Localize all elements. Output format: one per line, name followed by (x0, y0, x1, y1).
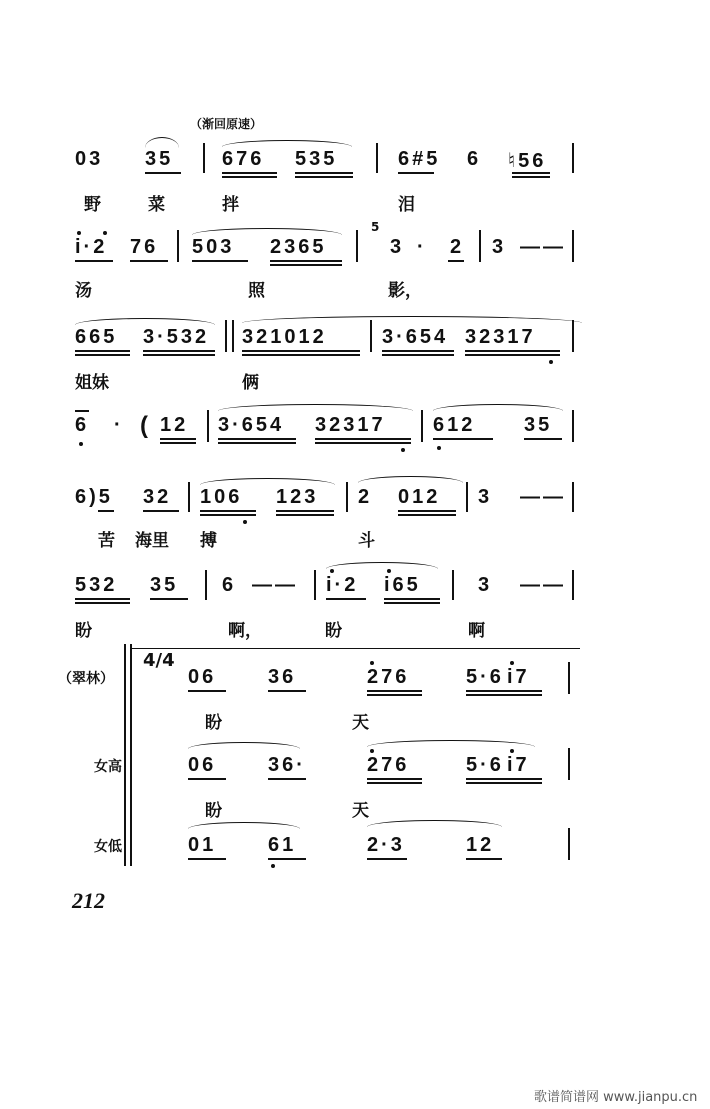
note-group: i·2 (75, 236, 108, 258)
note-group: 2·3 (367, 834, 405, 856)
lyric: 泪 (398, 195, 415, 215)
barline (568, 662, 570, 694)
note-group: 676 (222, 148, 265, 170)
note-group: i65 (384, 574, 421, 596)
slur (188, 742, 300, 749)
dot: · (114, 414, 124, 436)
barline (207, 410, 209, 442)
barline (572, 570, 574, 600)
lyric: 搏 (200, 531, 217, 551)
lyric: 汤 (75, 281, 92, 301)
time-signature: 4/4 (143, 650, 175, 671)
note-group: 12 (466, 834, 495, 856)
note: 3 (478, 574, 493, 596)
note-group: 35 (145, 148, 174, 170)
note-group: 12 (160, 414, 189, 436)
lyric: 斗 (358, 531, 375, 551)
note-group: 6#5 (398, 148, 441, 170)
note-group: 03 (75, 148, 104, 170)
note-group: 5·6 (466, 754, 504, 776)
barline (346, 482, 348, 512)
slur (433, 404, 563, 411)
barline (568, 748, 570, 780)
note-group: 32317 (465, 326, 536, 348)
lyric: 盼 (205, 801, 222, 821)
lyric: 天 (352, 713, 369, 733)
lyric: 姐妹 (75, 373, 109, 393)
barline (356, 230, 358, 262)
note-group: 3·532 (143, 326, 210, 348)
slur (145, 137, 179, 148)
note-group: i7 (507, 666, 530, 688)
note-group: 012 (398, 486, 441, 508)
lyric: 盼 (75, 621, 92, 641)
note-group: 123 (276, 486, 319, 508)
slur (367, 740, 535, 747)
barline (225, 320, 227, 352)
dash: —— (520, 574, 566, 596)
note: 3 (478, 486, 493, 508)
barline (568, 828, 570, 860)
note-group: ♮56 (508, 150, 547, 172)
lyric: 盼 (205, 713, 222, 733)
note: 2 (450, 236, 465, 258)
lyric: 海里 (135, 531, 169, 551)
note-group: 2365 (270, 236, 327, 258)
watermark: 歌谱简谱网 www.jianpu.cn (534, 1090, 698, 1105)
part-name: （翠林） (58, 671, 114, 687)
grace-note: 5 (371, 220, 380, 234)
note-group: 6)5 (75, 486, 113, 508)
barline (452, 570, 454, 600)
lyric: 拌 (222, 195, 239, 215)
barline (466, 482, 468, 512)
barline (177, 230, 179, 262)
note: 6 (467, 148, 482, 170)
note-group: 06 (188, 754, 217, 776)
note: 2 (358, 486, 373, 508)
slur (75, 318, 215, 325)
note: 3 (492, 236, 507, 258)
note-group: 5·6 (466, 666, 504, 688)
dash: —— (252, 574, 298, 596)
note: 3 (390, 236, 405, 258)
lyric: 菜 (148, 195, 165, 215)
lyric: 野 (84, 195, 101, 215)
slur (358, 476, 463, 483)
note-group: 665 (75, 326, 118, 348)
note-group: 36 (268, 666, 297, 688)
note-group: 76 (130, 236, 159, 258)
note-group: 321012 (242, 326, 327, 348)
page-number: 212 (72, 888, 105, 913)
slur (326, 562, 438, 569)
lyric: 啊 (468, 621, 485, 641)
part-name: 女高 (94, 759, 122, 775)
note-group: 32 (143, 486, 172, 508)
lyric: 天 (352, 801, 369, 821)
note-group: 35 (150, 574, 179, 596)
note-group: 36· (268, 754, 306, 776)
paren: ( (140, 412, 151, 439)
barline (188, 482, 190, 512)
note-group: 276 (367, 754, 410, 776)
note-group: 3·654 (382, 326, 449, 348)
barline (572, 143, 574, 173)
note-group: 35 (524, 414, 553, 436)
note-group: 612 (433, 414, 476, 436)
lyric: 照 (248, 281, 265, 301)
barline (572, 320, 574, 352)
dash: —— (520, 236, 566, 258)
slur (218, 404, 413, 411)
lyric: 盼 (325, 621, 342, 641)
note-group: 32317 (315, 414, 386, 436)
note-group: 3·654 (218, 414, 285, 436)
barline (572, 410, 574, 442)
lyric: 影， (388, 281, 422, 301)
barline (479, 230, 481, 262)
note-group: 276 (367, 666, 410, 688)
barline (421, 410, 423, 442)
slur (367, 820, 502, 827)
lyric: 啊， (228, 621, 262, 641)
part-name: 女低 (94, 839, 122, 855)
barline (572, 230, 574, 262)
note: 6 (222, 574, 237, 596)
barline (314, 570, 316, 600)
note-group: 01 (188, 834, 217, 856)
barline (572, 482, 574, 512)
slur (192, 228, 342, 235)
barline (205, 570, 207, 600)
slur (242, 316, 582, 323)
note-group: 535 (295, 148, 338, 170)
barline (232, 320, 234, 352)
brace-line (124, 644, 126, 866)
note-group: 61 (268, 834, 297, 856)
tempo-marking: （渐回原速） (190, 117, 263, 131)
note-group: 503 (192, 236, 235, 258)
lyric: 苦 (98, 531, 115, 551)
note-group: i·2 (326, 574, 359, 596)
note-group: 532 (75, 574, 118, 596)
note: 6 (75, 414, 90, 436)
note-group: 106 (200, 486, 243, 508)
slur (222, 140, 352, 147)
lyric: 俩 (242, 373, 259, 393)
slur (188, 822, 300, 829)
barline (376, 143, 378, 173)
note-group: 06 (188, 666, 217, 688)
dash: —— (520, 486, 566, 508)
brace-line (130, 644, 132, 866)
slur (200, 478, 335, 485)
dot: · (417, 236, 427, 258)
note-group: i7 (507, 754, 530, 776)
barline (370, 320, 372, 352)
barline (203, 143, 205, 173)
